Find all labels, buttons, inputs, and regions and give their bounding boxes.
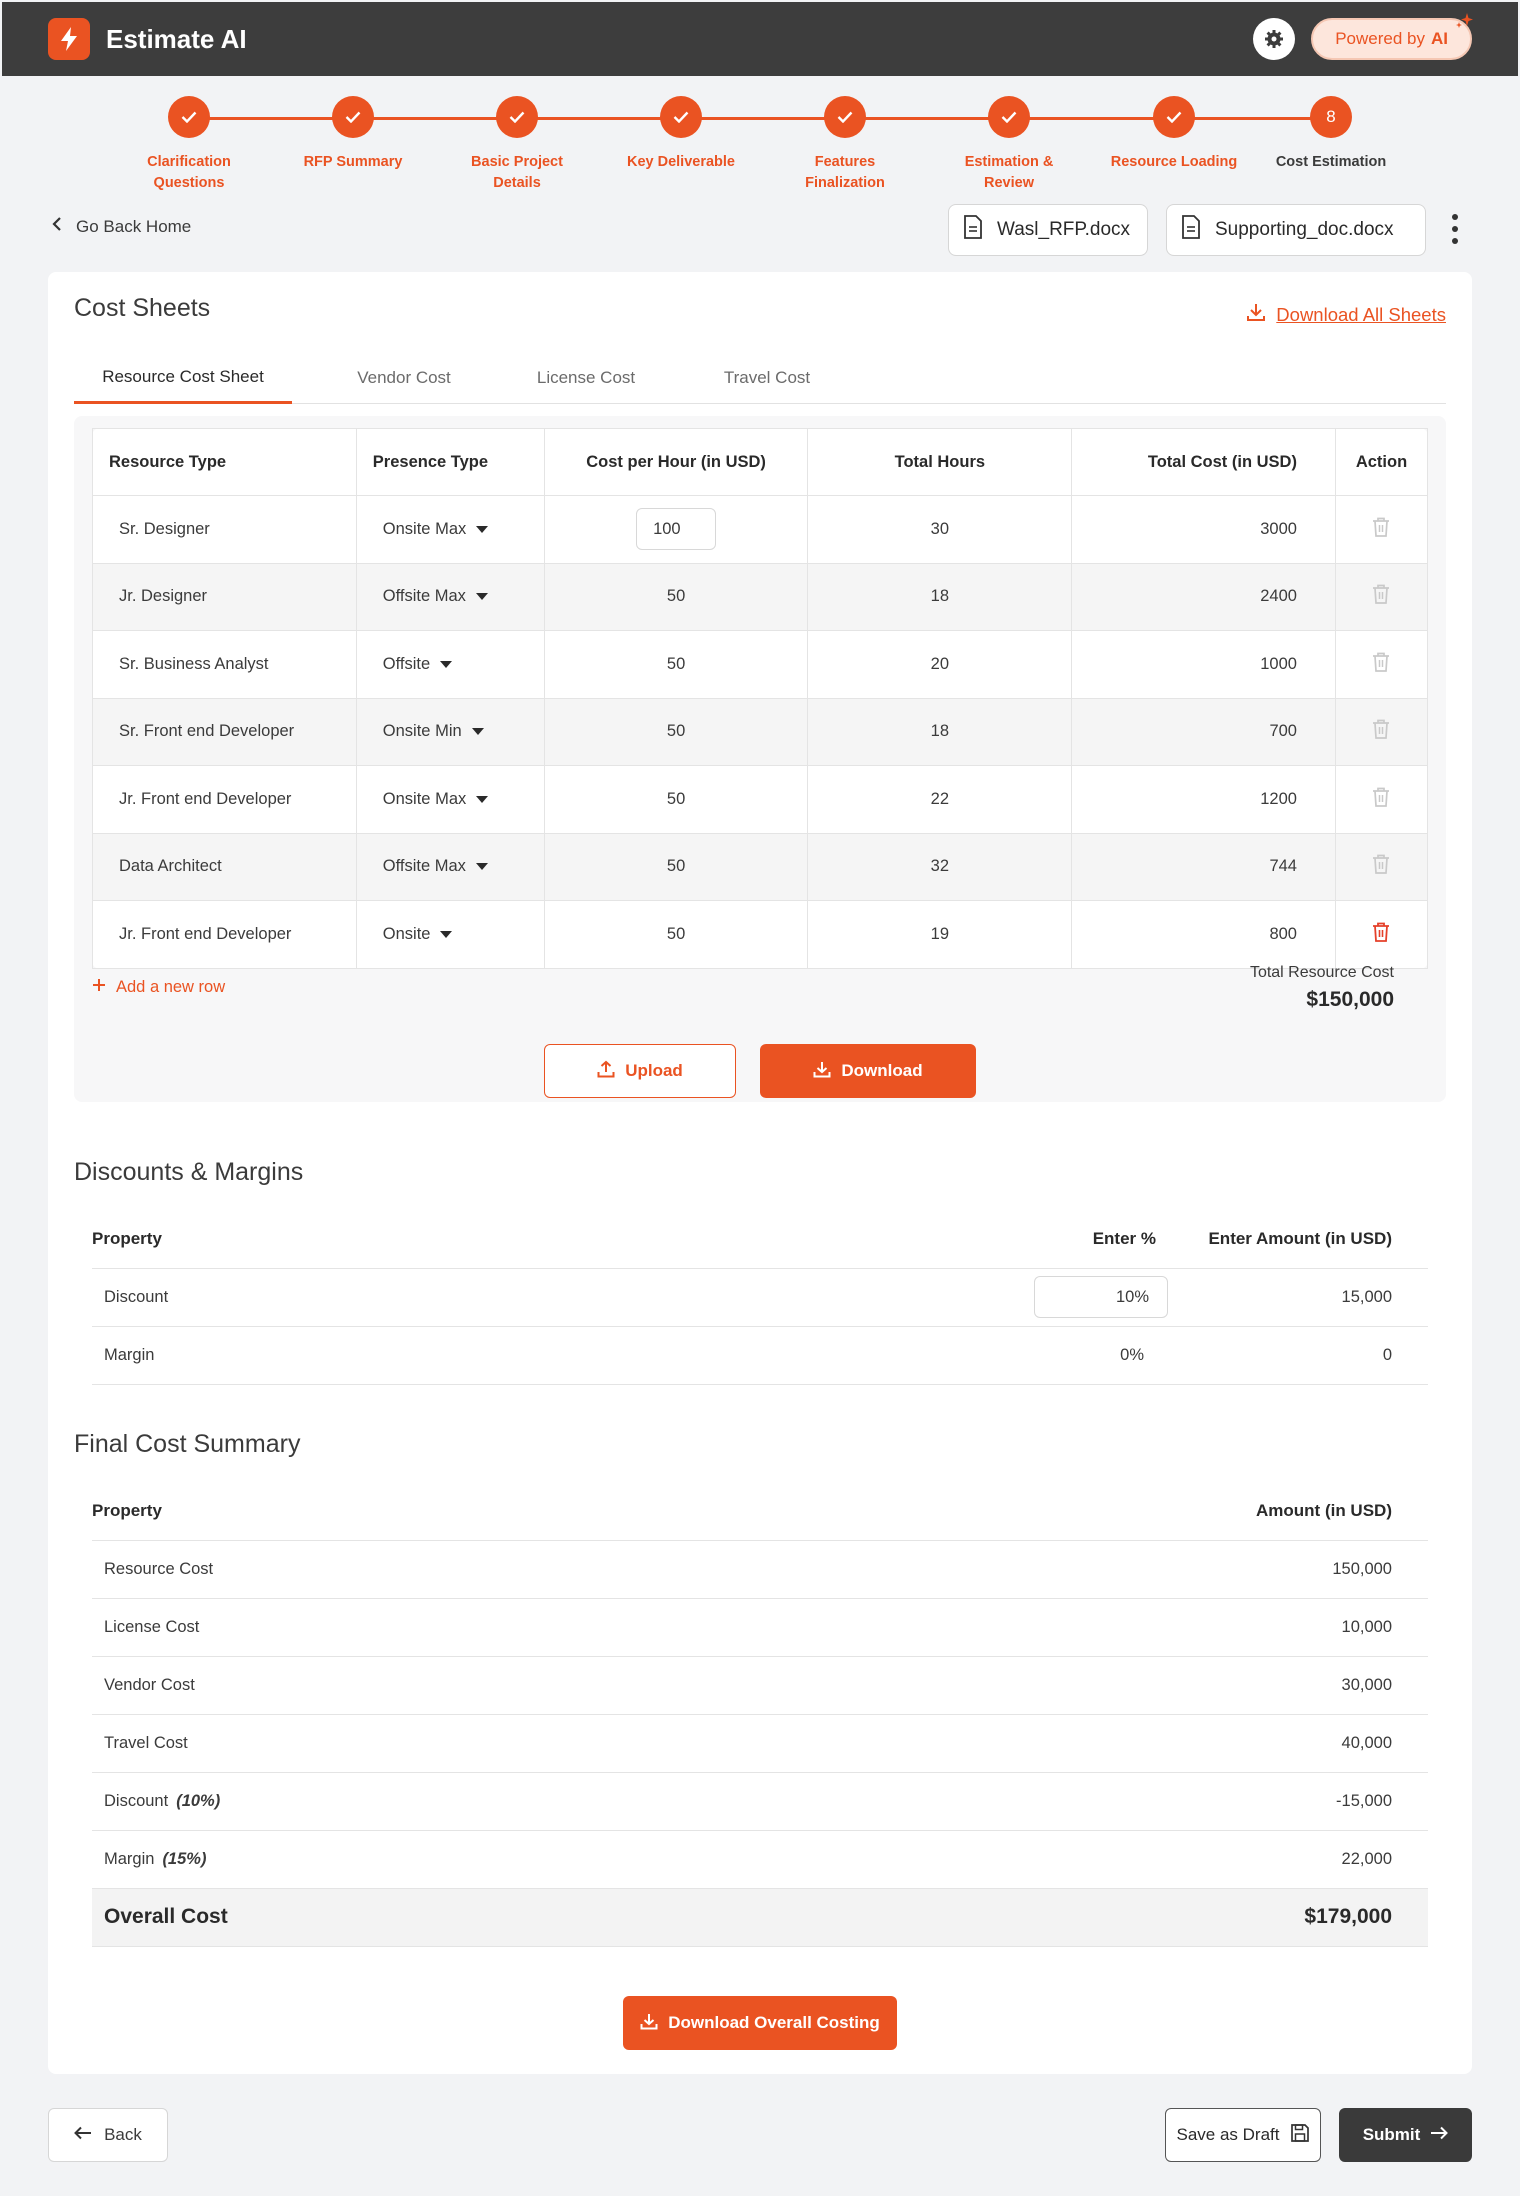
column-header: Total Hours [808,429,1072,496]
amount-cell: 30,000 [1092,1656,1428,1714]
column-header: Cost per Hour (in USD) [544,429,808,496]
column-header: Action [1335,429,1427,496]
check-icon [824,96,866,138]
amount-cell: 10,000 [1092,1598,1428,1656]
table-row [93,496,1428,564]
column-header: Property [92,1228,162,1248]
step-label: Details [493,175,541,191]
step-rfp-summary[interactable] [278,96,428,173]
overall-cost-row [92,1888,1428,1946]
resource-type-cell: Data Architect [93,833,357,901]
table-row [92,1830,1428,1888]
go-back-home-link[interactable] [52,216,191,237]
presence-value: Onsite Max [382,789,467,808]
amount-cell: 0 [1192,1326,1428,1384]
property-cell [92,1830,1092,1888]
chevron-left-icon [52,216,62,237]
total-cost-cell: 1000 [1072,631,1336,699]
delete-row-trash-icon[interactable] [1335,901,1427,969]
submit-button[interactable] [1339,2108,1472,2162]
more-options-kebab-icon[interactable] [1450,214,1460,244]
tab-license-cost[interactable]: License Cost [536,368,636,387]
final-cost-summary-title: Final Cost Summary [74,1430,301,1458]
step-label: Estimation & [964,154,1054,170]
document-name: Supporting_doc.docx [1215,219,1394,240]
table-row [92,1772,1428,1830]
step-label: Finalization [805,175,885,191]
cost-per-hour-cell[interactable]: 50 [544,901,808,969]
total-cost-cell: 2400 [1072,563,1336,631]
property-cell [92,1772,1092,1830]
presence-type-select[interactable] [356,901,544,969]
document-icon [963,215,983,245]
main-card [48,272,1472,2074]
top-bar [2,2,1518,76]
submit-label: Submit [1362,2125,1421,2144]
upload-label: Upload [625,1061,683,1080]
save-as-draft-button[interactable] [1165,2108,1321,2162]
overall-cost-label: Overall Cost [92,1888,1092,1946]
table-row [92,1268,1428,1326]
property-cell: Travel Cost [92,1714,1092,1772]
table-row [93,766,1428,834]
total-cost-cell: 1200 [1072,766,1336,834]
column-header: Enter % [1092,1228,1156,1248]
table-row [92,1598,1428,1656]
resource-type-cell: Jr. Designer [93,563,357,631]
resource-type-cell: Sr. Front end Developer [93,698,357,766]
delete-row-trash-icon[interactable] [1335,631,1427,699]
download-all-sheets-link[interactable] [1246,302,1446,327]
check-icon [168,96,210,138]
back-button[interactable] [48,2108,168,2162]
total-hours-cell: 30 [808,496,1072,564]
check-icon [332,96,374,138]
document-chip-supporting[interactable] [1166,204,1426,256]
step-cost-estimation[interactable] [1256,96,1406,173]
presence-value: Offsite Max [382,587,466,606]
total-hours-cell: 18 [808,698,1072,766]
column-header: Property [92,1500,162,1520]
final-cost-table [92,1482,1428,1947]
delete-row-trash-icon[interactable] [1335,496,1427,564]
property-cell: Vendor Cost [92,1656,1092,1714]
column-header: Enter Amount (in USD) [1208,1228,1392,1248]
presence-value: Onsite Max [382,519,467,538]
cost-per-hour-cell[interactable]: 50 [544,563,808,631]
total-hours-cell: 22 [808,766,1072,834]
download-overall-label: Download Overall Costing [668,2013,880,2032]
caret-down-icon [476,593,488,600]
table-row [92,1540,1428,1598]
property-label: Margin [104,1849,155,1868]
resource-type-cell: Sr. Business Analyst [93,631,357,699]
presence-value: Onsite [382,924,431,943]
total-hours-cell: 19 [808,901,1072,969]
total-resource-label: Total Resource Cost [1249,964,1394,981]
add-new-row-button[interactable] [92,978,225,997]
table-header-row [92,1482,1428,1540]
cost-per-hour-cell [544,496,808,564]
table-header-row [93,429,1428,496]
add-row-label: Add a new row [116,978,226,996]
presence-type-select[interactable] [356,563,544,631]
document-icon [1181,215,1201,245]
check-icon [988,96,1030,138]
step-label: Clarification [147,154,231,170]
step-clarification-questions[interactable] [114,96,264,194]
powered-by-ai-badge [1311,18,1472,60]
step-resource-loading[interactable] [1099,96,1249,173]
back-label: Back [104,2125,142,2144]
step-label: Basic Project [471,154,563,170]
step-label: Key Deliverable [626,154,735,170]
lightning-logo-icon [48,18,90,60]
amount-cell: 150,000 [1092,1540,1428,1598]
go-back-label: Go Back Home [76,216,192,236]
table-row [93,631,1428,699]
amount-cell: 40,000 [1092,1714,1428,1772]
total-cost-cell: 800 [1072,901,1336,969]
arrow-right-icon [1430,2125,1448,2145]
overall-cost-value: $179,000 [1092,1888,1428,1946]
property-label: Discount [104,1791,169,1810]
tab-resource-cost-sheet[interactable]: Resource Cost Sheet [74,352,292,404]
discounts-margins-title: Discounts & Margins [74,1158,304,1186]
upload-button[interactable] [544,1044,736,1098]
caret-down-icon [440,931,452,938]
presence-type-select[interactable] [356,698,544,766]
caret-down-icon [440,661,452,668]
column-header: Total Cost (in USD) [1072,429,1336,496]
download-icon [640,2012,658,2035]
column-header: Amount (in USD) [1256,1500,1392,1520]
discount-percent-input[interactable]: 10% [1034,1276,1168,1318]
sparkle-icon [1454,12,1474,37]
amount-cell: 15,000 [1192,1268,1428,1326]
margin-percent-input[interactable]: 0% [972,1326,1192,1384]
caret-down-icon [476,796,488,803]
total-resource-value: $150,000 [1306,988,1394,1011]
property-cell: License Cost [92,1598,1092,1656]
step-basic-project-details[interactable] [442,96,592,194]
step-label: Resource Loading [1110,154,1238,170]
resource-cost-table [92,428,1428,969]
presence-value: Offsite Max [382,857,466,876]
ai-label: AI [1431,29,1448,48]
total-hours-cell: 18 [808,563,1072,631]
caret-down-icon [476,863,488,870]
presence-type-select[interactable] [356,833,544,901]
download-all-label: Download All Sheets [1276,303,1446,325]
presence-type-select[interactable] [356,766,544,834]
progress-stepper [0,96,1520,196]
document-name: Wasl_RFP.docx [997,219,1131,240]
app-title: Estimate AI [106,23,247,54]
amount-cell: 22,000 [1092,1830,1428,1888]
arrow-left-icon [74,2125,92,2145]
step-number: 8 [1310,96,1352,138]
step-features-finalization[interactable] [770,96,920,194]
step-label: RFP Summary [303,154,403,170]
delete-row-trash-icon[interactable] [1335,563,1427,631]
check-icon [1153,96,1195,138]
property-cell: Discount [92,1268,972,1326]
property-cell: Resource Cost [92,1540,1092,1598]
total-hours-cell: 20 [808,631,1072,699]
download-icon [813,1060,831,1083]
total-cost-cell: 3000 [1072,496,1336,564]
check-icon [496,96,538,138]
presence-type-select[interactable] [356,631,544,699]
upload-icon [597,1060,615,1083]
resource-cost-panel [74,416,1446,1102]
caret-down-icon [476,526,488,533]
resource-type-cell: Jr. Front end Developer [93,766,357,834]
save-draft-label: Save as Draft [1176,2125,1280,2144]
cost-per-hour-input[interactable]: 100 [636,508,716,550]
table-row [92,1714,1428,1772]
download-icon [1246,302,1266,327]
column-header: Presence Type [356,429,544,496]
settings-gear-icon[interactable] [1253,18,1295,60]
percent-cell [972,1268,1192,1326]
cost-per-hour-cell[interactable]: 50 [544,766,808,834]
property-note: (15%) [162,1849,207,1868]
tab-travel-cost[interactable]: Travel Cost [723,368,811,387]
table-row [93,833,1428,901]
document-chip-rfp[interactable] [948,204,1148,256]
step-label: Questions [153,175,225,191]
property-cell: Margin [92,1326,972,1384]
resource-type-cell: Jr. Front end Developer [93,901,357,969]
delete-row-trash-icon[interactable] [1335,766,1427,834]
tab-vendor-cost[interactable]: Vendor Cost [357,368,451,387]
resource-type-cell: Sr. Designer [93,496,357,564]
powered-by-label: Powered by [1335,29,1425,48]
download-button[interactable] [760,1044,976,1098]
step-label: Features [814,154,876,170]
table-row [93,563,1428,631]
download-overall-costing-button[interactable] [623,1996,897,2050]
caret-down-icon [472,728,484,735]
plus-icon [92,978,106,997]
table-row [92,1326,1428,1384]
cost-sheet-tabs [74,352,1446,404]
table-row [92,1656,1428,1714]
total-cost-cell: 700 [1072,698,1336,766]
cost-per-hour-cell[interactable]: 50 [544,833,808,901]
amount-cell: -15,000 [1092,1772,1428,1830]
step-key-deliverable[interactable] [606,96,756,173]
total-hours-cell: 32 [808,833,1072,901]
total-resource-cost [1250,964,1394,1012]
table-row [93,698,1428,766]
column-header: Resource Type [93,429,357,496]
delete-row-trash-icon[interactable] [1335,698,1427,766]
total-cost-cell: 744 [1072,833,1336,901]
step-estimation-review[interactable] [934,96,1084,194]
floppy-disk-icon [1290,2123,1310,2148]
presence-type-select[interactable] [356,496,544,564]
cost-per-hour-cell[interactable]: 50 [544,631,808,699]
step-label: Cost Estimation [1275,154,1387,170]
cost-sheets-title: Cost Sheets [74,294,211,322]
presence-value: Offsite [382,654,431,673]
check-icon [660,96,702,138]
presence-value: Onsite Min [382,722,462,741]
table-header-row [92,1210,1428,1268]
cost-per-hour-cell[interactable]: 50 [544,698,808,766]
property-note: (10%) [176,1791,221,1810]
delete-row-trash-icon[interactable] [1335,833,1427,901]
download-label: Download [841,1061,923,1080]
table-row [93,901,1428,969]
discounts-table [92,1210,1428,1385]
step-label: Review [984,175,1034,191]
